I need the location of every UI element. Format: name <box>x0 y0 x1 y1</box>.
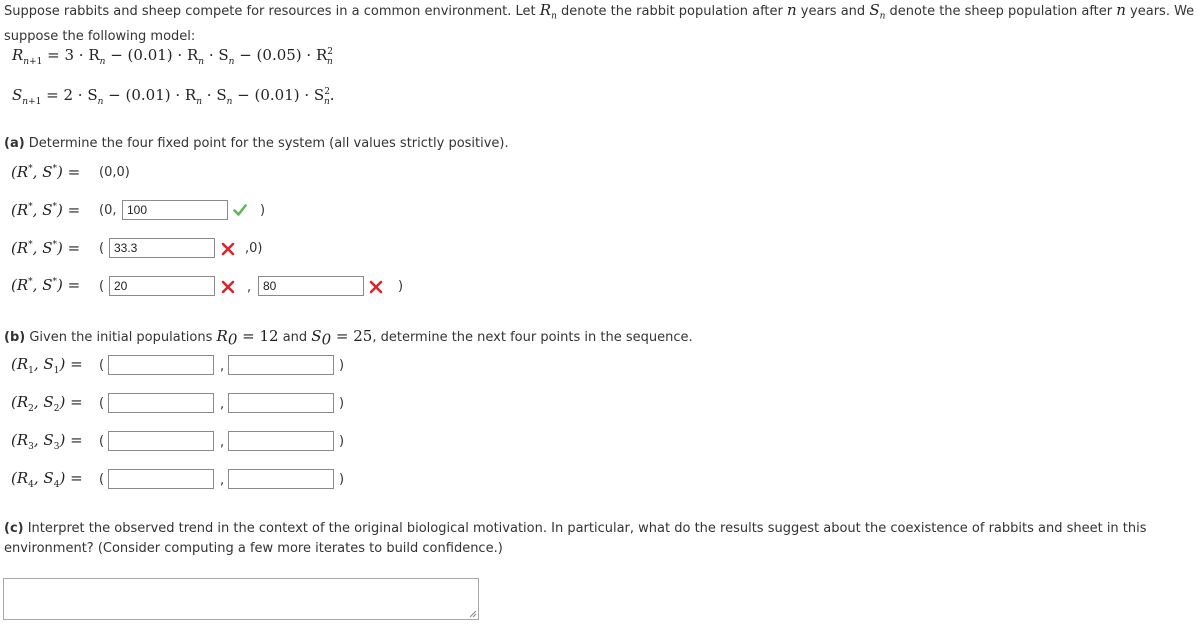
sequence-s1-input[interactable] <box>228 355 334 375</box>
fixed-point-3-suffix: ,0) <box>245 241 263 256</box>
sequence-r4-input[interactable] <box>108 469 214 489</box>
x-mark-icon <box>369 280 383 294</box>
part-b-prompt: (b) Given the initial populations $R_0 = 12$ and $S_0 = 25$, determine the next four points in the sequence. <box>4 327 693 349</box>
sequence-1-separator: , <box>220 359 225 374</box>
sequence-s3-input[interactable] <box>228 431 334 451</box>
sequence-label-4: ($R_4$, $S_4$) = <box>11 469 83 490</box>
sequence-r2-input[interactable] <box>108 393 214 413</box>
rabbit-equation: $R_{n+1} = 3 \cdot R_n - (0.01) \cdot R_n \cdot S_n - (0.05) \cdot R^2_n$ <box>12 46 333 67</box>
fixed-point-4-separator: , <box>247 280 252 295</box>
fixed-point-2-s-input[interactable]: 100 <box>122 200 228 220</box>
sequence-3-close: ) <box>339 434 345 449</box>
sequence-r1-input[interactable] <box>108 355 214 375</box>
sequence-2-separator: , <box>220 397 225 412</box>
fixed-point-label-4: (R*, S*) = <box>11 276 81 294</box>
fixed-point-label-1: (R*, S*) = <box>11 163 81 181</box>
sequence-2-open: ( <box>99 396 105 411</box>
fixed-point-label-2: (R*, S*) = <box>11 201 81 219</box>
sequence-4-separator: , <box>220 473 225 488</box>
sheep-equation: $S_{n+1} = 2 \cdot S_n - (0.01) \cdot R_n \cdot S_n - (0.01) \cdot S^2_n$. <box>12 86 335 107</box>
fixed-point-4-r-input[interactable]: 20 <box>109 276 215 296</box>
problem-intro: Suppose rabbits and sheep compete for resources in a common environment. Let $R_n$ denote the rabbit population after n years and $S_n$ denote the sheep population after n years. We suppose the following model: <box>4 1 1195 44</box>
sequence-s4-input[interactable] <box>228 469 334 489</box>
fixed-point-2-prefix: (0, <box>99 203 117 218</box>
x-mark-icon <box>221 242 235 256</box>
sequence-label-1: ($R_1$, $S_1$) = <box>11 355 83 376</box>
fixed-point-3-r-input[interactable]: 33.3 <box>109 238 215 258</box>
fixed-point-2-suffix: ) <box>260 203 266 218</box>
fixed-point-4-prefix: ( <box>99 279 105 294</box>
fixed-point-label-3: (R*, S*) = <box>11 239 81 257</box>
sequence-2-close: ) <box>339 396 345 411</box>
fixed-point-4-suffix: ) <box>398 279 404 294</box>
resize-grip-icon[interactable] <box>468 609 477 618</box>
checkmark-icon <box>233 203 247 217</box>
x-mark-icon <box>221 280 235 294</box>
sequence-4-open: ( <box>99 472 105 487</box>
part-a-prompt: (a) Determine the four fixed point for the system (all values strictly positive). <box>4 136 509 151</box>
sequence-s2-input[interactable] <box>228 393 334 413</box>
sequence-1-open: ( <box>99 358 105 373</box>
sequence-1-close: ) <box>339 358 345 373</box>
fixed-point-1-value: (0,0) <box>99 165 130 180</box>
sequence-4-close: ) <box>339 472 345 487</box>
sequence-3-open: ( <box>99 434 105 449</box>
sequence-label-2: ($R_2$, $S_2$) = <box>11 393 83 414</box>
sequence-r3-input[interactable] <box>108 431 214 451</box>
fixed-point-4-s-input[interactable]: 80 <box>258 276 364 296</box>
fixed-point-3-prefix: ( <box>99 241 105 256</box>
sequence-3-separator: , <box>220 435 225 450</box>
interpretation-textarea[interactable] <box>3 578 479 620</box>
part-c-prompt: (c) Interpret the observed trend in the context of the original biological motivation. In particular, what do the results suggest about the coexistence of rabbits and sheet in this environment? (Consider computing a few more iterates to build confidence.) <box>4 521 1147 556</box>
sequence-label-3: ($R_3$, $S_3$) = <box>11 431 83 452</box>
